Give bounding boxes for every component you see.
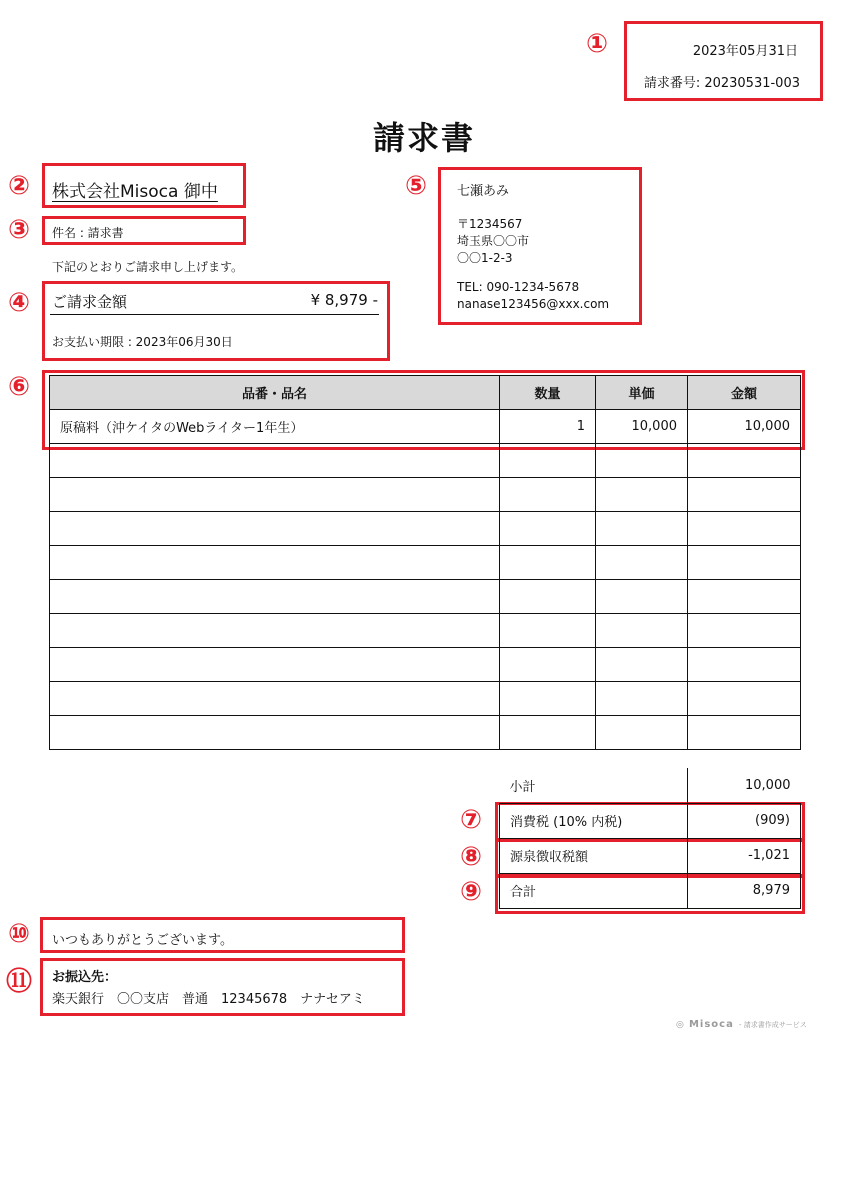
issuer-email: nanase123456@xxx.com xyxy=(457,297,610,311)
intro-text: 下記のとおりご請求申し上げます。 xyxy=(52,260,244,274)
tax-label: 消費税 (10% 内税) xyxy=(500,803,688,838)
tax-value: (909) xyxy=(688,803,801,838)
cell-amount xyxy=(688,682,801,716)
cell-unit-price xyxy=(596,512,688,546)
total-row xyxy=(500,873,801,908)
marker-3: ③ xyxy=(7,215,30,245)
cell-amount xyxy=(688,716,801,750)
cell-item-name xyxy=(50,580,500,614)
subtotal-row xyxy=(500,768,801,803)
marker-7: ⑦ xyxy=(459,805,482,835)
cell-quantity xyxy=(500,546,596,580)
withholding-label: 源泉徴収税額 xyxy=(500,838,688,873)
subtotal-value: 10,000 xyxy=(688,768,801,803)
marker-9: ⑨ xyxy=(459,877,482,907)
cell-unit-price xyxy=(596,546,688,580)
table-row xyxy=(50,478,801,512)
misoca-logo xyxy=(676,1012,807,1031)
cell-item-name xyxy=(50,614,500,648)
cell-quantity xyxy=(500,444,596,478)
marker-1: ① xyxy=(585,29,608,59)
cell-unit-price xyxy=(596,580,688,614)
misoca-logo-text: Misoca xyxy=(688,1019,734,1030)
totals-table xyxy=(499,768,801,909)
invoice-date: 2023年05月31日 xyxy=(692,44,798,59)
cell-quantity xyxy=(500,648,596,682)
marker-6: ⑥ xyxy=(7,372,30,402)
table-row xyxy=(50,580,801,614)
cell-unit-price xyxy=(596,478,688,512)
cell-item-name xyxy=(50,444,500,478)
cell-amount xyxy=(688,512,801,546)
marker-2: ② xyxy=(7,171,30,201)
issuer-postal: 〒1234567 xyxy=(457,217,523,231)
cell-item-name: 原稿料（沖ケイタのWebライター1年生） xyxy=(50,410,500,444)
cell-item-name xyxy=(50,682,500,716)
marker-5: ⑤ xyxy=(404,171,427,201)
misoca-logo-sub: - 請求書作成サービス xyxy=(738,1021,807,1029)
cell-amount xyxy=(688,546,801,580)
billing-amount-value: ¥ 8,979 - xyxy=(310,291,378,309)
table-header-row xyxy=(50,376,801,410)
cell-amount xyxy=(688,478,801,512)
table-row xyxy=(50,546,801,580)
table-row xyxy=(50,648,801,682)
header-amount: 金額 xyxy=(688,376,801,410)
cell-quantity xyxy=(500,478,596,512)
issuer-name: 七瀬あみ xyxy=(457,184,510,199)
bank-label: お振込先： xyxy=(52,970,118,985)
cell-amount: 10,000 xyxy=(688,410,801,444)
subject-line: 件名 : 請求書 xyxy=(52,226,124,240)
table-row xyxy=(50,614,801,648)
items-table xyxy=(49,375,801,750)
issuer-address-2: 〇〇1-2-3 xyxy=(457,251,513,265)
table-row xyxy=(50,682,801,716)
total-label: 合計 xyxy=(500,873,688,908)
cell-unit-price xyxy=(596,716,688,750)
invoice-number: 請求番号: 20230531-003 xyxy=(643,76,800,91)
cell-quantity xyxy=(500,614,596,648)
client-name: 株式会社Misoca 御中 xyxy=(52,182,218,202)
cell-amount xyxy=(688,648,801,682)
cell-item-name xyxy=(50,648,500,682)
cell-unit-price xyxy=(596,648,688,682)
cell-quantity xyxy=(500,580,596,614)
cell-quantity xyxy=(500,716,596,750)
withholding-value: -1,021 xyxy=(688,838,801,873)
header-item-name: 品番・品名 xyxy=(50,376,500,410)
table-row xyxy=(50,444,801,478)
table-row xyxy=(50,512,801,546)
table-row xyxy=(50,716,801,750)
marker-11: ⑪ xyxy=(5,967,32,997)
marker-10: ⑩ xyxy=(7,919,30,949)
subtotal-label: 小計 xyxy=(500,768,688,803)
cell-item-name xyxy=(50,478,500,512)
cell-item-name xyxy=(50,546,500,580)
thanks-message: いつもありがとうございます。 xyxy=(52,933,233,948)
cell-quantity: 1 xyxy=(500,410,596,444)
header-quantity: 数量 xyxy=(500,376,596,410)
document-title: 請求書 xyxy=(372,119,475,157)
tax-row xyxy=(500,803,801,838)
billing-amount-label: ご請求金額 xyxy=(52,293,128,311)
cell-item-name xyxy=(50,716,500,750)
marker-8: ⑧ xyxy=(459,842,482,872)
due-date: お支払い期限 : 2023年06月30日 xyxy=(52,335,233,349)
header-unit-price: 単価 xyxy=(596,376,688,410)
issuer-address-1: 埼玉県〇〇市 xyxy=(457,234,530,248)
cell-unit-price: 10,000 xyxy=(596,410,688,444)
bank-info: 楽天銀行 〇〇支店 普通 12345678 ナナセアミ xyxy=(52,992,365,1007)
cell-amount xyxy=(688,580,801,614)
cell-amount xyxy=(688,614,801,648)
cell-quantity xyxy=(500,512,596,546)
withholding-row xyxy=(500,838,801,873)
cell-amount xyxy=(688,444,801,478)
amount-underline xyxy=(50,314,379,315)
cell-quantity xyxy=(500,682,596,716)
total-value: 8,979 xyxy=(688,873,801,908)
cell-item-name xyxy=(50,512,500,546)
cell-unit-price xyxy=(596,444,688,478)
marker-4: ④ xyxy=(7,288,30,318)
cell-unit-price xyxy=(596,682,688,716)
issuer-tel: TEL: 090-1234-5678 xyxy=(457,280,580,294)
cell-unit-price xyxy=(596,614,688,648)
misoca-logo-icon: ◎ xyxy=(676,1020,684,1030)
table-row xyxy=(50,410,801,444)
